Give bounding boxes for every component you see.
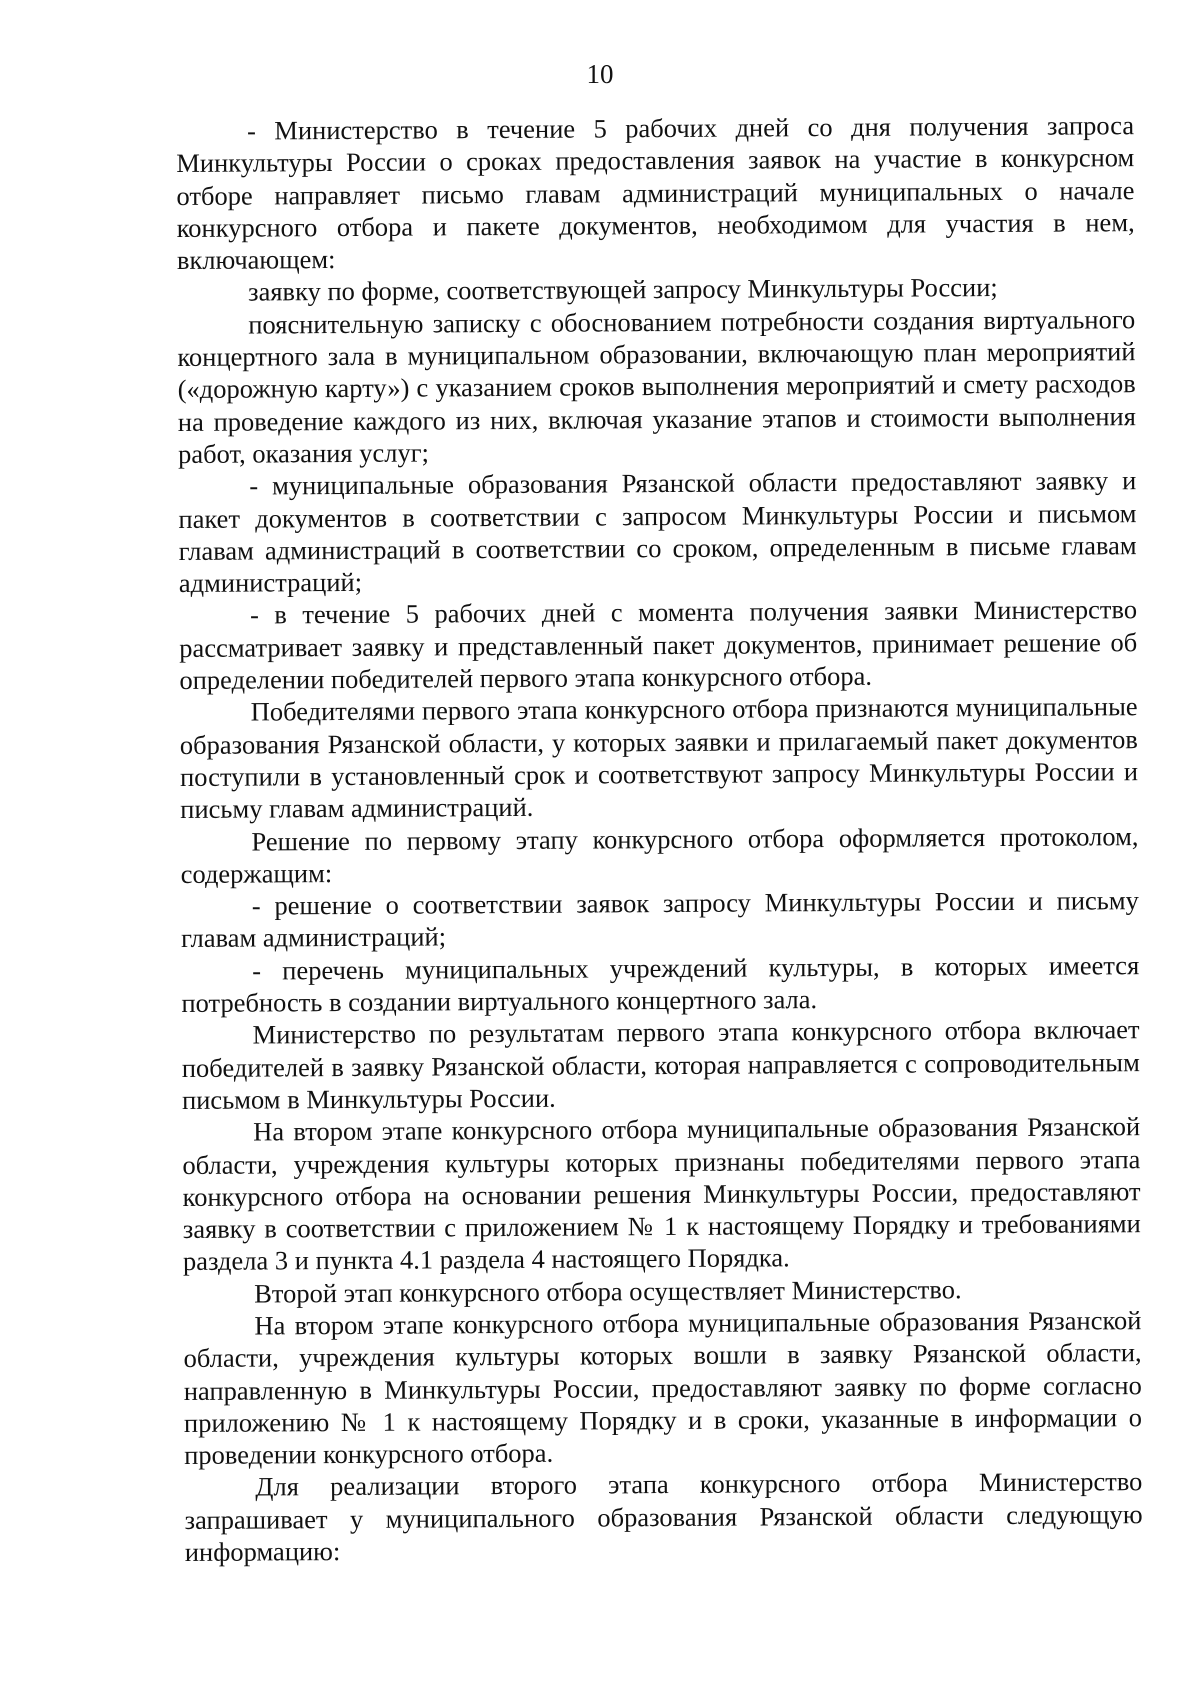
document-body: [176, 109, 1143, 1568]
paragraph: пояснительную записку с обоснованием потребности создания виртуального концертного зала в муниципальном образовании, включающую план мероприятий («дорожную карту») с указанием сроков выполнения мероприятий и смету расходов на проведение каждого из них, включая указание этапов и стоимости выполнения работ, оказания услуг;: [177, 303, 1136, 469]
paragraph: Решение по первому этапу конкурсного отбора оформляется протоколом, содержащим:: [180, 820, 1139, 889]
paragraph: - муниципальные образования Рязанской области предоставляют заявку и пакет документов в соответствии с запросом Минкультуры России и письмом главам администраций в соответствии со сроком, определенным в письме главам администраций;: [178, 465, 1137, 599]
paragraph: - в течение 5 рабочих дней с момента получения заявки Министерство рассматривает заявку и представленный пакет документов, принимает решение об определении победителей первого этапа конкурсного отбора.: [179, 594, 1138, 696]
paragraph: На втором этапе конкурсного отбора муниципальные образования Рязанской области, учреждения культуры которых признаны победителями первого этапа конкурсного отбора на основании решения Минкультуры России, предоставляют заявку в соответствии с приложением № 1 к настоящему Порядку и требованиями раздела 3 и пункта 4.1 раздела 4 настоящего Порядка.: [182, 1111, 1141, 1277]
page-number: 10: [586, 59, 614, 89]
paragraph: - Министерство в течение 5 рабочих дней со дня получения запроса Минкультуры России о сроках предоставления заявок на участие в конкурсном отборе направляет письмо главам администраций муниципальных о начале конкурсного отбора и пакете документов, необходимом для участия в нем, включающем:: [176, 110, 1135, 276]
paragraph: Второй этап конкурсного отбора осуществляет Министерство.: [254, 1273, 962, 1309]
paragraph: - перечень муниципальных учреждений культуры, в которых имеется потребность в создании виртуального концертного зала.: [181, 949, 1140, 1018]
paragraph: Для реализации второго этапа конкурсного отбора Министерство запрашивает у муниципального образования Рязанской области следующую информацию:: [184, 1466, 1143, 1568]
paragraph: Министерство по результатам первого этапа конкурсного отбора включает победителей в заявку Рязанской области, которая направляется с сопроводительным письмом в Минкультуры России.: [181, 1014, 1140, 1115]
paragraph: - решение о соответствии заявок запросу Минкультуры России и письму главам администраций;: [180, 885, 1139, 954]
paragraph: заявку по форме, соответствующей запросу Минкультуры России;: [247, 272, 998, 308]
paragraph: На втором этапе конкурсного отбора муниципальные образования Рязанской области, учреждения культуры которых вошли в заявку Рязанской области, направленную в Минкультуры России, предоставляют заявку по форме согласно приложению № 1 к настоящему Порядку и в сроки, указанные в информации о проведении конкурсного отбора.: [183, 1305, 1143, 1471]
paragraph: Победителями первого этапа конкурсного отбора признаются муниципальные образования Рязанской области, у которых заявки и прилагаемый пакет документов поступили в установленный срок и соответствуют запросу Минкультуры России и письму главам администраций.: [179, 691, 1139, 825]
